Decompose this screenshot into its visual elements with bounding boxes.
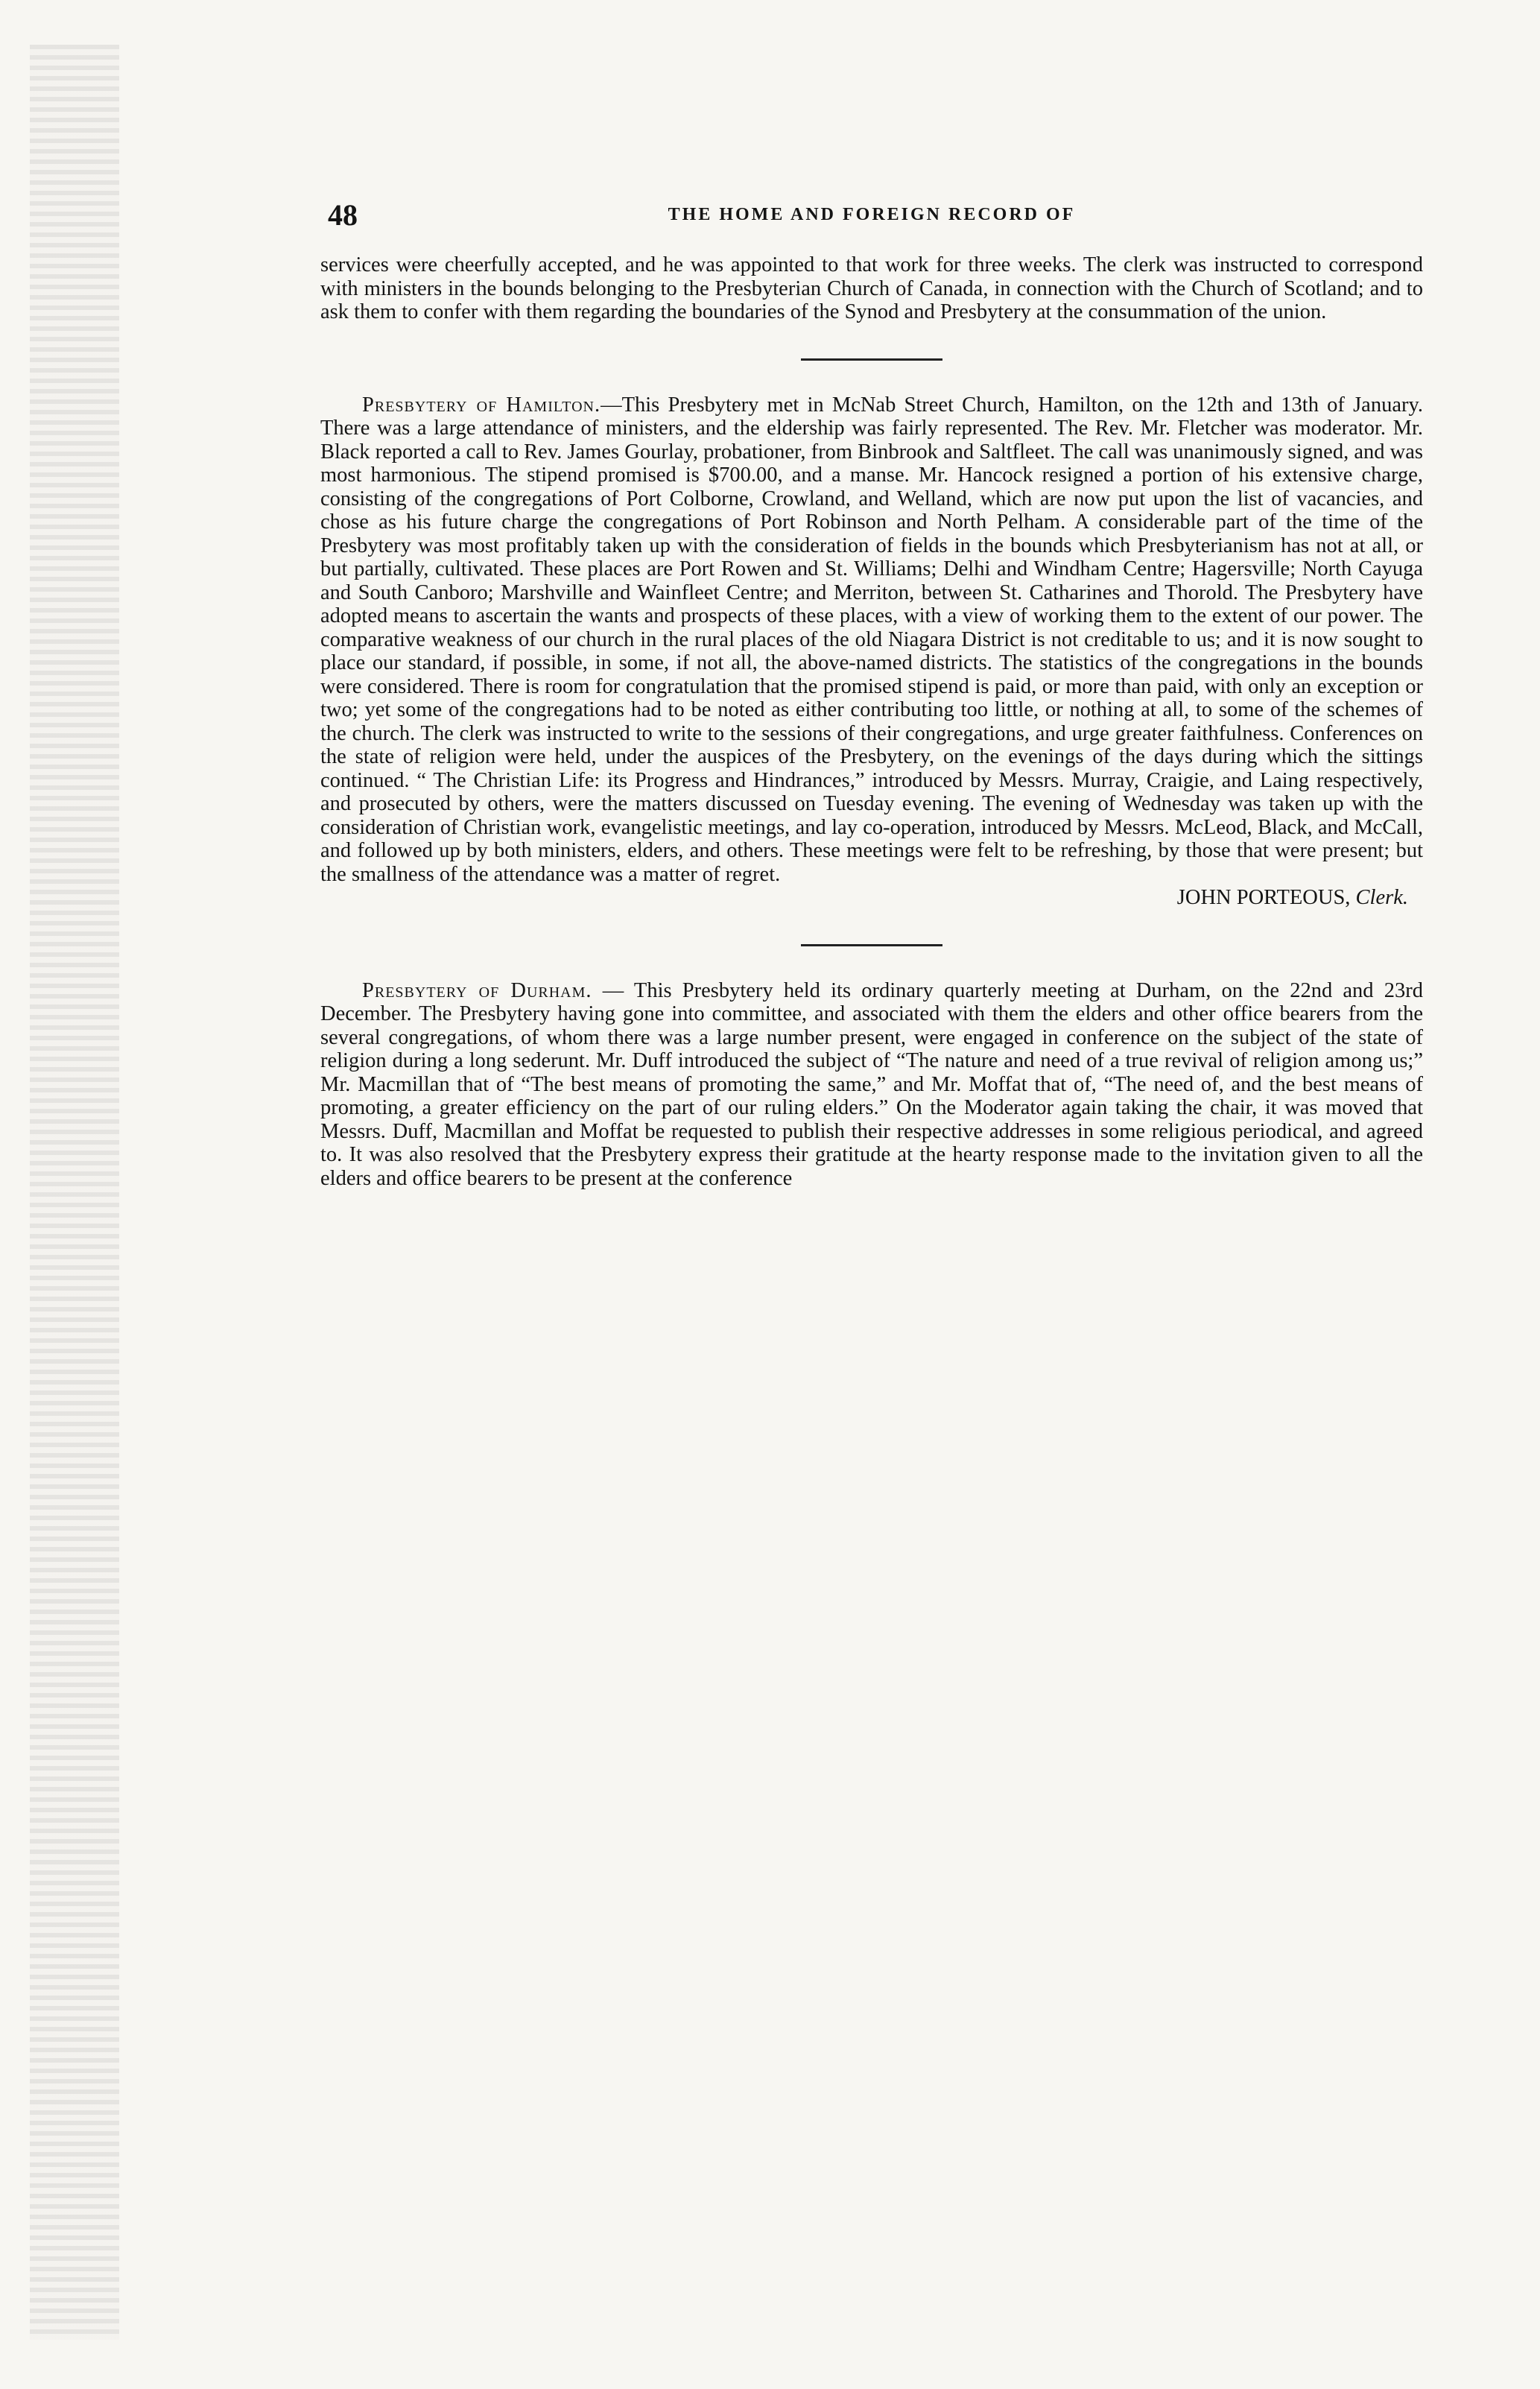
durham-body: — This Presbytery held its ordinary quarterly meeting at Durham, on the 22nd and 23rd December. The Presbytery having gone into committee, and associated with them the elders and other office bearers from the several congregations, of whom there was a large number present, were engaged in conference on the subject of the state of religion during a long sederunt. Mr. Duff introduced the subject of “The nature and need of a true revival of religion among us;” Mr. Macmillan that of “The best means of promoting the same,” and Mr. Moffat that of, “The need of, and the best means of promoting, a greater efficiency on the part of our ruling elders.” On the Moderator again taking the chair, it was moved that Messrs. Duff, Macmillan and Moffat be requested to publish their respective addresses in some religious periodical, and agreed to. It was also resolved that the Presbytery express their gratitude at the hearty response made to the invitation given to all the elders and office bearers to be present at the conference <box>320 978 1423 1190</box>
page-binding-edge <box>30 45 119 2340</box>
running-header <box>320 186 1423 246</box>
continued-paragraph: services were cheerfully accepted, and he was appointed to that work for three weeks. The clerk was instructed to correspond with ministers in the bounds belonging to the Presbyterian Church of Canada, in connection with the Church of Scotland; and to ask them to confer with them regarding the boundaries of the Synod and Presbytery at the consummation of the union. <box>320 253 1423 323</box>
durham-paragraph <box>320 979 1423 1191</box>
hamilton-body: —This Presbytery met in McNab Street Church, Hamilton, on the 12th and 13th of January. There was a large attendance of ministers, and the eldership was fairly represented. The Rev. Mr. Fletcher was moderator. Mr. Black reported a call to Rev. James Gourlay, probationer, from Binbrook and Saltfleet. The call was unanimously signed, and was most harmonious. The stipend promised is $700.00, and a manse. Mr. Hancock resigned a portion of his extensive charge, consisting of the congregations of Port Colborne, Crowland, and Welland, which are now put upon the list of vacancies, and chose as his future charge the congregations of Port Robinson and North Pelham. A considerable part of the time of the Presbytery was most profitably taken up with the consideration of fields in the bounds which Presbyterianism has not at all, or but partially, cultivated. These places are Port Rowen and St. Williams; Delhi and Windham Centre; Hagersville; North Cayuga and South Canboro; Marshville and Wainfleet Centre; and Merriton, between St. Catharines and Thorold. The Presbytery have adopted means to ascertain the wants and prospects of these places, with a view of working them to the extent of our power. The comparative weakness of our church in the rural places of the old Niagara District is not creditable to us; and it is now sought to place our standard, if possible, in some, if not all, the above-named districts. The statistics of the congregations in the bounds were considered. There is room for congratulation that the promised stipend is paid, or more than paid, with only an exception or two; yet some of the congregations had to be noted as either contributing too little, or nothing at all, to some of the schemes of the church. The clerk was instructed to write to the sessions of their congregations, and urge greater faithfulness. Conferences on the state of religion were held, under the auspices of the Presbytery, on the evenings of the days during which the sittings continued. “ The Christian Life: its Progress and Hindrances,” introduced by Messrs. Murray, Craigie, and Laing respectively, and prosecuted by others, were the matters discussed on Tuesday evening. The evening of Wednesday was taken up with the consideration of Christian work, evangelistic meetings, and lay co-operation, introduced by Messrs. McLeod, Black, and McCall, and followed up by both ministers, elders, and others. These meetings were felt to be refreshing, by those that were present; but the smallness of the attendance was a matter of regret. <box>320 393 1423 886</box>
signature <box>320 886 1423 910</box>
page-number: 48 <box>328 198 358 232</box>
section-divider <box>801 944 942 946</box>
hamilton-heading: Presbytery of Hamilton. <box>362 393 601 417</box>
signature-name: JOHN PORTEOUS, <box>1176 886 1351 909</box>
running-title: THE HOME AND FOREIGN RECORD OF <box>668 205 1076 224</box>
signature-title: Clerk. <box>1355 886 1408 909</box>
section-divider <box>801 358 942 361</box>
hamilton-paragraph <box>320 393 1423 887</box>
document-page <box>320 186 1423 1190</box>
durham-heading: Presbytery of Durham. <box>362 978 592 1002</box>
